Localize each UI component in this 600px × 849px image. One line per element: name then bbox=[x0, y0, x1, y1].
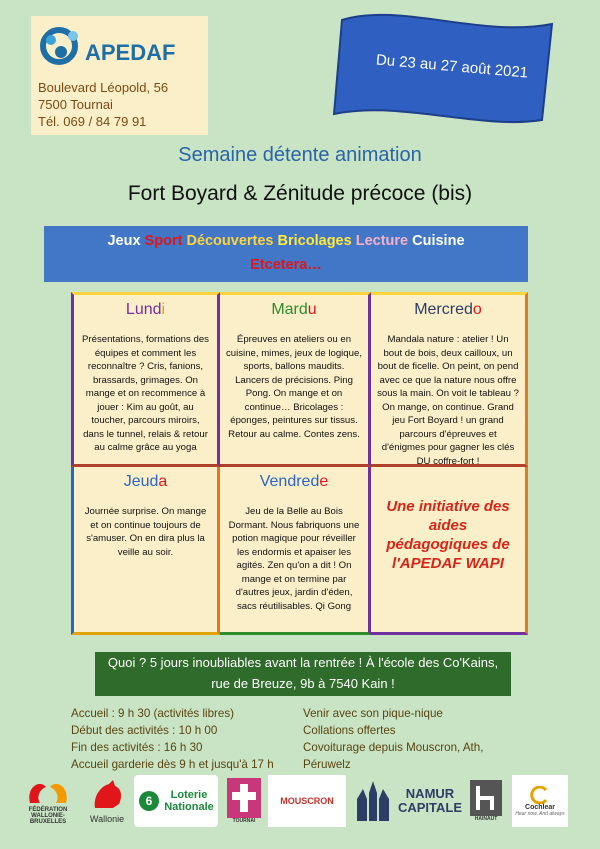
cochlear-label: Cochlear bbox=[525, 803, 555, 811]
mouscron-label: MOUSCRON bbox=[280, 796, 334, 806]
day-description: Épreuves en ateliers ou en cuisine, mimes, jeux de logique, sports, ballons maudits. Lancers de précisions. Ping Pong. On mange et on continue… Bricolages : éponges, peintures sur tissus. Retour au calme. Contes zens. bbox=[226, 334, 362, 440]
loterie-logo bbox=[134, 775, 218, 827]
schedule-info bbox=[71, 705, 274, 773]
info-line: Début des activités : 10 h 00 bbox=[71, 724, 218, 737]
day-name: Lundi bbox=[125, 301, 166, 318]
cathedral-logo bbox=[352, 775, 394, 827]
address-line: 7500 Tournai bbox=[38, 97, 113, 112]
rooster-icon bbox=[89, 778, 125, 814]
cathedral-icon bbox=[353, 779, 393, 823]
org-logo-box bbox=[31, 16, 208, 135]
federation-logo bbox=[18, 775, 78, 827]
svg-text:6: 6 bbox=[145, 794, 153, 808]
info-line: Venir avec son pique-nique bbox=[303, 707, 443, 720]
info-line: Collations offertes bbox=[303, 724, 396, 737]
federation-wb-icon bbox=[26, 777, 70, 807]
day-card-friday bbox=[220, 467, 371, 635]
day-card-tuesday bbox=[220, 292, 371, 467]
activities-band bbox=[44, 226, 528, 282]
info-line: Covoiturage depuis Mouscron, Ath, bbox=[303, 741, 484, 754]
day-card-wednesday bbox=[371, 292, 528, 467]
day-card-monday bbox=[71, 292, 220, 467]
info-line: Péruwelz bbox=[303, 758, 351, 771]
address-line: Boulevard Léopold, 56 bbox=[38, 80, 169, 95]
day-name: Jeuda bbox=[123, 473, 168, 490]
location-banner bbox=[95, 652, 511, 696]
cochlear-icon bbox=[530, 786, 550, 804]
page-title: Fort Boyard & Zénitude précoce (bis) bbox=[127, 182, 473, 205]
practical-info bbox=[303, 705, 483, 773]
federation-label: FÉDÉRATION WALLONIE-BRUXELLES bbox=[28, 807, 68, 825]
activity-word: Découvertes bbox=[186, 233, 274, 249]
namur-logo bbox=[398, 775, 462, 827]
activity-word: Cuisine bbox=[412, 233, 465, 249]
day-name: Mercredo bbox=[414, 301, 482, 318]
hainaut-label: HAINAUT bbox=[474, 816, 498, 822]
activity-word: Lecture bbox=[355, 233, 409, 249]
subtitle: Semaine détente animation bbox=[178, 144, 422, 166]
tournai-logo bbox=[224, 775, 264, 827]
activity-word: Bricolages bbox=[277, 233, 352, 249]
activity-word: Jeux bbox=[107, 233, 141, 249]
loterie-label: Loterie bbox=[170, 789, 208, 801]
day-description: Mandala nature : atelier ! Un bout de bois, deux cailloux, un bout de ficelle. On peint, on pend avec ce que la nature nous offre sous la main. On voit le tableau ? On mange, on continue. Grand jeu Fort Boyard ! un grand parcours d'épreuves et d'énigmes pour gagner les clés DU coffre-fort ! bbox=[377, 334, 519, 467]
hainaut-logo bbox=[466, 775, 506, 827]
initiative-text: Une initiative des aides pédagogiques de l'APEDAF WAPI bbox=[386, 498, 510, 572]
etcetera-label: Etcetera… bbox=[250, 257, 322, 273]
cochlear-tagline: Hear now. And always bbox=[515, 810, 565, 817]
location-line: rue de Breuze, 9b à 7540 Kain ! bbox=[211, 676, 395, 691]
hainaut-icon bbox=[470, 780, 502, 816]
day-name: Vendrede bbox=[259, 473, 329, 490]
phone-line: Tél. 069 / 84 79 91 bbox=[38, 114, 147, 129]
cochlear-logo bbox=[512, 775, 568, 827]
day-description: Présentations, formations des équipes et comment les reconnaître ? Cris, fanions, brassards, grimages. On mange et on recommence à jouer : Kim au goût, au toucher, parcours miroirs, dans le tunnel, relais & retour au calme grâce au yoga bbox=[82, 334, 209, 453]
wallonie-logo bbox=[82, 775, 132, 827]
tournai-label: TOURNAI bbox=[232, 818, 256, 824]
day-description: Journée surprise. On mange et on continue toujours de s'amuser. On en dira plus la veille au soir. bbox=[84, 506, 207, 558]
namur-label: CAPITALE bbox=[397, 800, 463, 815]
date-banner-text: Du 23 au 27 août 2021 bbox=[375, 51, 529, 82]
initiative-card bbox=[371, 467, 528, 635]
activity-word: Sport bbox=[144, 233, 183, 249]
activity-list bbox=[44, 233, 528, 249]
namur-label: NAMUR bbox=[405, 786, 455, 801]
location-line: Quoi ? 5 jours inoubliables avant la rentrée ! À l'école des Co'Kains, bbox=[107, 655, 499, 670]
day-description: Jeu de la Belle au Bois Dormant. Nous fabriquons une potion magique pour réveiller les endormis et apaiser les agités. Zen qu'on a dit ! On mange et on termine par d'autres jeux, jardin d'éden, sacs réutilisables. Qi Gong bbox=[228, 506, 360, 612]
loterie-icon bbox=[138, 790, 160, 812]
wallonie-label: Wallonie bbox=[89, 814, 125, 824]
day-name: Mardu bbox=[271, 301, 317, 318]
day-card-thursday bbox=[71, 467, 220, 635]
info-line: Fin des activités : 16 h 30 bbox=[71, 741, 203, 754]
org-name: APEDAF bbox=[85, 40, 176, 65]
mouscron-logo bbox=[268, 775, 346, 827]
info-line: Accueil : 9 h 30 (activités libres) bbox=[71, 707, 235, 720]
tournai-cross-icon bbox=[227, 778, 261, 818]
info-line: Accueil garderie dès 9 h et jusqu'à 17 h bbox=[71, 758, 274, 771]
loterie-label: Nationale bbox=[164, 801, 214, 813]
